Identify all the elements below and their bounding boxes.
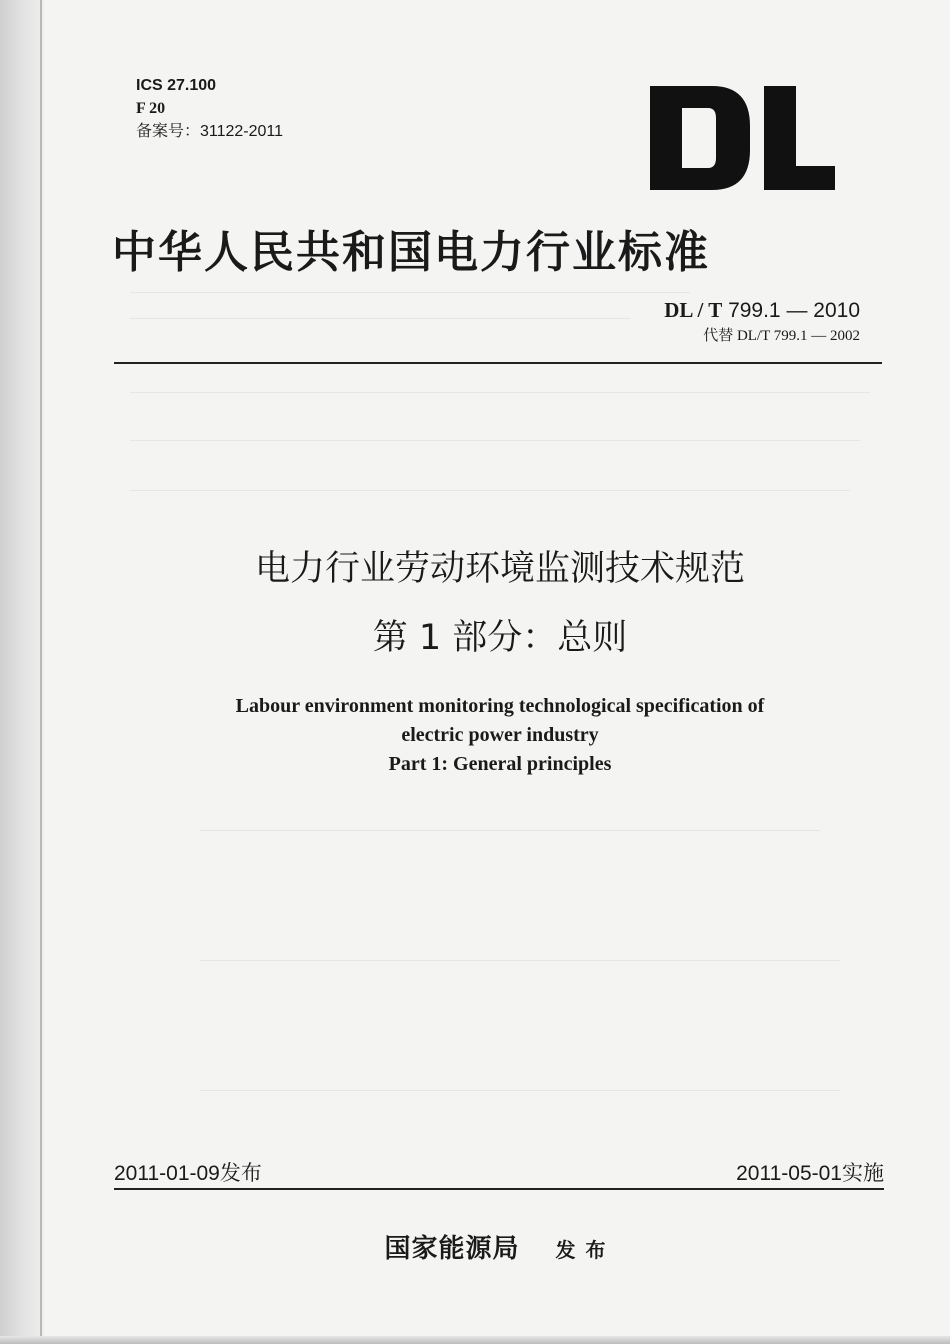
title-cn-line2: 第 1 部分：总则 bbox=[372, 618, 628, 658]
title-cn-line1: 电力行业劳动环境监测技术规范 bbox=[254, 549, 745, 589]
show-through-line bbox=[200, 1090, 840, 1091]
standard-code-prefix: DL / T bbox=[664, 298, 723, 322]
standard-category-title: 中华人民共和国电力行业标准 bbox=[112, 227, 710, 278]
effective-date: 2011-05-01实施 bbox=[736, 1162, 884, 1185]
scan-binding-line bbox=[40, 0, 42, 1344]
ics-code: ICS 27.100 bbox=[136, 77, 217, 94]
footer-rule bbox=[114, 1188, 884, 1190]
show-through-line bbox=[200, 960, 840, 961]
show-through-line bbox=[130, 318, 630, 319]
title-en-line1: Labour environment monitoring technological specification of bbox=[235, 695, 765, 717]
title-en-line3: Part 1: General principles bbox=[388, 753, 612, 775]
dl-logo bbox=[650, 86, 835, 190]
standard-code-number: 799.1 — 2010 bbox=[728, 299, 860, 322]
show-through-line bbox=[130, 490, 850, 491]
scan-bottom-edge bbox=[0, 1336, 950, 1344]
class-code: F 20 bbox=[136, 100, 166, 117]
replaces-standard: 代替 DL/T 799.1 — 2002 bbox=[703, 328, 860, 344]
issue-date: 2011-01-09发布 bbox=[114, 1162, 262, 1185]
scan-left-edge bbox=[0, 0, 44, 1344]
title-en-line2: electric power industry bbox=[401, 724, 599, 746]
publisher-line bbox=[0, 1228, 950, 1265]
publisher-action: 发布 bbox=[555, 1238, 616, 1262]
standard-code bbox=[664, 298, 860, 323]
header-rule bbox=[114, 362, 882, 364]
show-through-line bbox=[130, 292, 690, 293]
show-through-line bbox=[200, 830, 820, 831]
publisher-org: 国家能源局 bbox=[384, 1234, 520, 1264]
show-through-line bbox=[130, 392, 870, 393]
classification-block bbox=[136, 74, 283, 143]
record-number: 备案号：31122-2011 bbox=[136, 123, 284, 140]
show-through-line bbox=[130, 440, 860, 441]
